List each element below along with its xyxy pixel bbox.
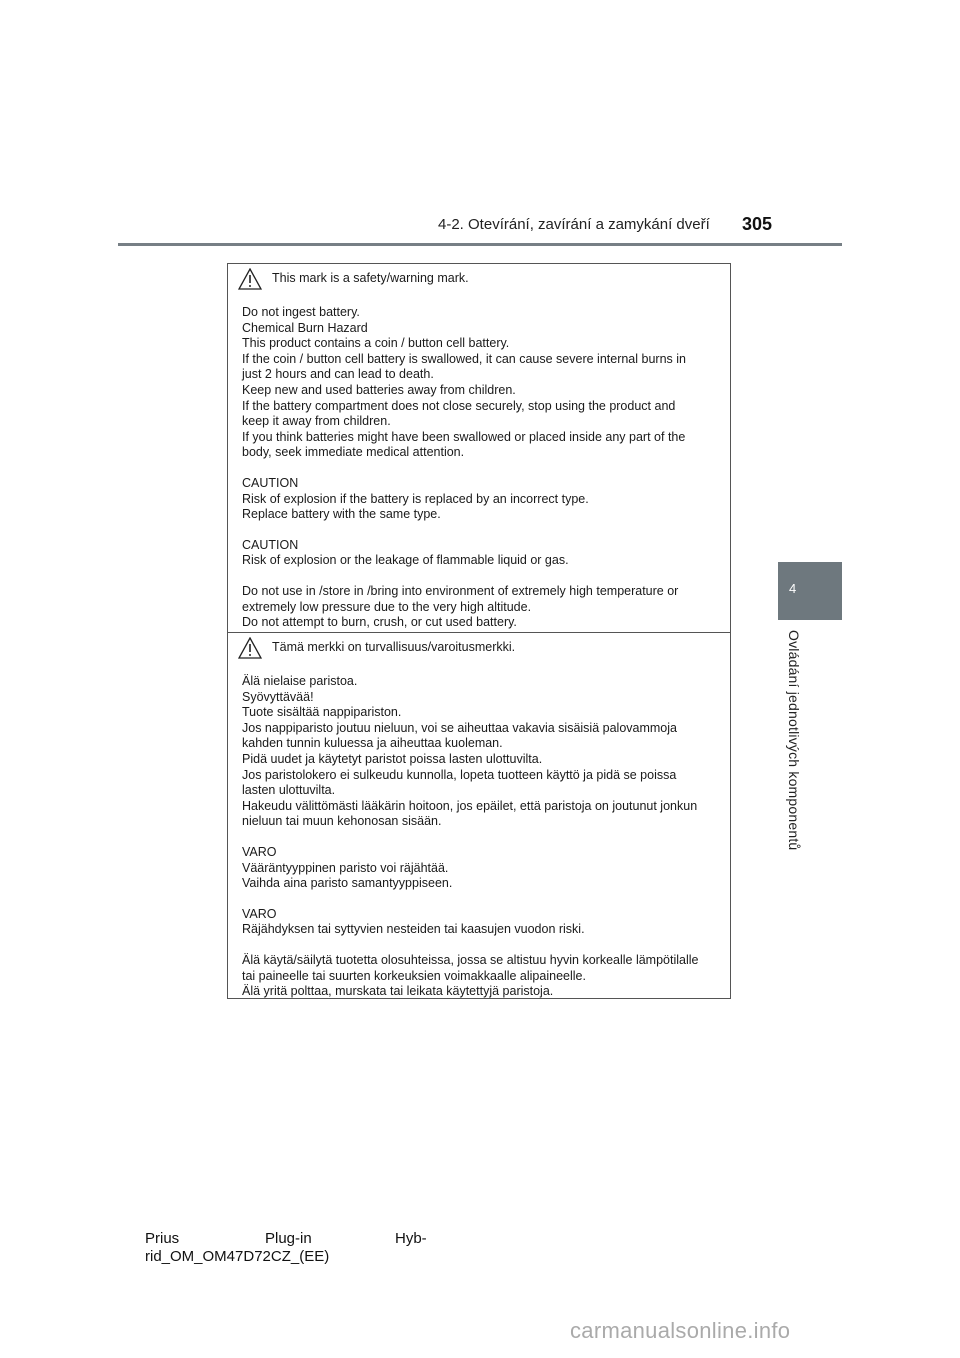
warning-text-line: VARO xyxy=(242,906,277,921)
warning-text-line: CAUTION xyxy=(242,537,299,552)
warning-text-line: extremely low pressure due to the very high altitude. xyxy=(242,599,532,614)
warning-box-english xyxy=(227,263,731,633)
warning-text-line: Jos nappiparisto joutuu nieluun, voi se aiheuttaa vakavia sisäisiä palovammoja xyxy=(242,720,677,735)
warning-text-line: Risk of explosion or the leakage of flammable liquid or gas. xyxy=(242,553,569,568)
warning-box-finnish xyxy=(227,632,731,999)
warning-text-line: nieluun tai muun kehonosan sisään. xyxy=(242,814,442,829)
warning-text-line: tai paineelle tai suurten korkeuksien voimakkaalle alipaineelle. xyxy=(242,968,586,983)
warning-text-line: Jos paristolokero ei sulkeudu kunnolla, lopeta tuotteen käyttö ja pidä se poissa xyxy=(242,767,677,782)
footer-word: Prius xyxy=(145,1230,180,1247)
warning-text-line: Chemical Burn Hazard xyxy=(242,320,368,335)
warning-text-line: CAUTION xyxy=(242,475,299,490)
warning-text-line: Risk of explosion if the battery is replaced by an incorrect type. xyxy=(242,491,589,506)
paragraph-gap xyxy=(228,830,730,845)
warning-text-line: Älä nielaise paristoa. xyxy=(242,674,358,688)
warning-text-line: Hakeudu välittömästi lääkärin hoitoon, jos epäilet, että paristoja on joutunut jonkun xyxy=(242,798,698,813)
warning-mark-row xyxy=(228,268,730,290)
warning-text-line: Tuote sisältää nappipariston. xyxy=(242,705,402,720)
warning-text-line: body, seek immediate medical attention. xyxy=(242,445,465,460)
warning-text-line: VARO xyxy=(242,844,277,859)
paragraph-gap xyxy=(228,569,730,584)
page-number: 305 xyxy=(742,214,773,234)
warning-text-line: Vaihda aina paristo samantyyppiseen. xyxy=(242,876,453,891)
warning-text-line: If the coin / button cell battery is swallowed, it can cause severe internal burns in xyxy=(242,351,686,366)
warning-text-line: Do not ingest battery. xyxy=(242,305,360,319)
footer-word: Plug-in xyxy=(265,1230,312,1247)
chapter-tab xyxy=(778,562,842,620)
warning-text-line: Syövyttävää! xyxy=(242,689,314,704)
paragraph-gap xyxy=(228,938,730,953)
warning-text-line: If the battery compartment does not close securely, stop using the product and xyxy=(242,398,676,413)
chapter-label: Ovládání jednotlivých komponentů xyxy=(786,630,802,851)
warning-text-line: Keep new and used batteries away from children. xyxy=(242,382,516,397)
warning-text-line: lasten ulottuvilta. xyxy=(242,783,336,798)
warning-triangle-icon xyxy=(238,637,262,659)
footer-word: Hyb- xyxy=(395,1230,427,1247)
footer-model-code xyxy=(145,1230,427,1266)
warning-text-line: kahden tunnin kuluessa ja aiheuttaa kuoleman. xyxy=(242,736,503,751)
warning-mark-text: Tämä merkki on turvallisuus/varoitusmerkki. xyxy=(272,640,516,654)
paragraph-gap xyxy=(228,892,730,907)
warning-text-line: This product contains a coin / button cell battery. xyxy=(242,336,510,351)
warning-text-line: Pidä uudet ja käytetyt paristot poissa lasten ulottuvilta. xyxy=(242,751,543,766)
warning-text-line: Älä yritä polttaa, murskata tai leikata käytettyjä paristoja. xyxy=(242,984,554,999)
warning-text-blocks xyxy=(228,659,730,1000)
warning-text-line: Do not attempt to burn, crush, or cut used battery. xyxy=(242,615,517,630)
watermark: carmanualsonline.info xyxy=(570,1318,791,1343)
header-divider xyxy=(118,243,842,246)
paragraph-gap xyxy=(228,461,730,476)
warning-text-line: Älä käytä/säilytä tuotetta olosuhteissa, jossa se altistuu hyvin korkealle lämpötilalle xyxy=(242,952,699,967)
warning-text-line: Replace battery with the same type. xyxy=(242,507,441,522)
warning-triangle-icon xyxy=(238,268,262,290)
paragraph-gap xyxy=(228,659,730,674)
warning-text-line: keep it away from children. xyxy=(242,414,391,429)
footer-code: rid_OM_OM47D72CZ_(EE) xyxy=(145,1248,330,1265)
paragraph-gap xyxy=(228,290,730,305)
warning-text-line: Do not use in /store in /bring into environment of extremely high temperature or xyxy=(242,583,679,598)
warning-text-line: Vääräntyyppinen paristo voi räjähtää. xyxy=(242,860,449,875)
warning-text-blocks xyxy=(228,290,730,631)
warning-text-line: Räjähdyksen tai syttyvien nesteiden tai kaasujen vuodon riski. xyxy=(242,922,585,937)
warning-text-line: just 2 hours and can lead to death. xyxy=(242,367,434,382)
chapter-number: 4 xyxy=(789,581,797,596)
paragraph-gap xyxy=(228,523,730,538)
header-title: 4-2. Otevírání, zavírání a zamykání dveří xyxy=(438,216,710,233)
warning-mark-text: This mark is a safety/warning mark. xyxy=(272,271,469,285)
warning-text-line: If you think batteries might have been swallowed or placed inside any part of the xyxy=(242,429,686,444)
warning-mark-row xyxy=(228,637,730,659)
